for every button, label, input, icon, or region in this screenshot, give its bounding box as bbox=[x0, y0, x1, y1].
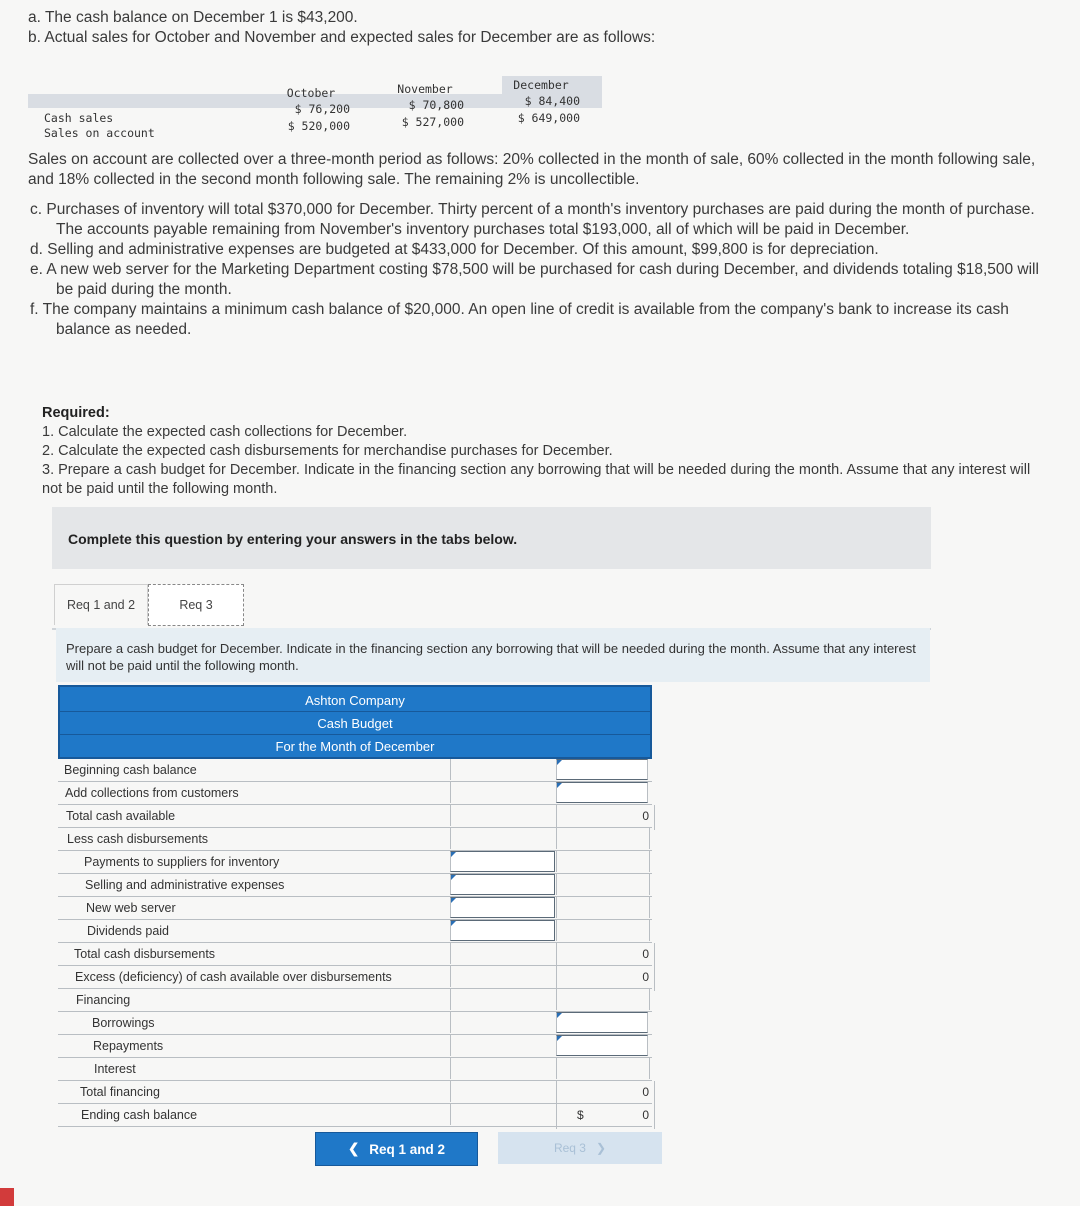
header-december: December bbox=[513, 78, 569, 92]
table-row: Interest bbox=[58, 1058, 652, 1081]
problem-intro bbox=[28, 8, 1058, 48]
cash-sales-october: $ 76,200 bbox=[294, 102, 350, 116]
total-disbursements-value: 0 bbox=[556, 943, 655, 968]
repayments-input[interactable] bbox=[556, 1035, 648, 1056]
chevron-left-icon: ❮ bbox=[347, 1141, 360, 1156]
required-item-2: 2. Calculate the expected cash disbursements for merchandise purchases for December. bbox=[42, 443, 613, 459]
table-row: Beginning cash balance bbox=[58, 759, 652, 782]
header-november: November bbox=[397, 82, 453, 96]
required-section bbox=[42, 404, 1042, 499]
table-row: Ending cash balance $ 0 bbox=[58, 1104, 652, 1127]
table-row: Total financing 0 bbox=[58, 1081, 652, 1104]
table-row: Selling and administrative expenses bbox=[58, 874, 652, 897]
row-sales-on-account: Sales on account bbox=[44, 126, 155, 140]
prev-req-button[interactable]: ❮ Req 1 and 2 bbox=[315, 1132, 478, 1166]
beginning-cash-input[interactable] bbox=[556, 759, 648, 780]
table-row: Total cash disbursements 0 bbox=[58, 943, 652, 966]
table-row: Total cash available 0 bbox=[58, 805, 652, 828]
table-row: Payments to suppliers for inventory bbox=[58, 851, 652, 874]
required-title: Required: bbox=[42, 405, 110, 421]
table-row: Excess (deficiency) of cash available over disbursements 0 bbox=[58, 966, 652, 989]
row-cash-sales: Cash sales bbox=[44, 111, 114, 125]
table-row: Borrowings bbox=[58, 1012, 652, 1035]
budget-period: For the Month of December bbox=[275, 739, 435, 754]
web-server-input[interactable] bbox=[450, 897, 555, 918]
header-october: October bbox=[286, 86, 336, 100]
banner-text: Complete this question by entering your answers in the tabs below. bbox=[68, 531, 518, 547]
required-item-1: 1. Calculate the expected cash collections for December. bbox=[42, 424, 408, 440]
account-sales-december: $ 649,000 bbox=[517, 111, 580, 125]
selling-admin-input[interactable] bbox=[450, 874, 555, 895]
fact-d: d. Selling and administrative expenses are budgeted at $433,000 for December. Of this amount, $99,800 is for depreciation. bbox=[30, 241, 879, 258]
fact-c: c. Purchases of inventory will total $370,000 for December. Thirty percent of a month's inventory purchases are paid during the month of purchase. The accounts payable remaining from November's inventory purchases total $193,000, all of which will be paid in December. bbox=[30, 201, 1035, 238]
collections-input[interactable] bbox=[556, 782, 648, 803]
budget-title: Cash Budget bbox=[317, 716, 393, 731]
tab-instructions bbox=[56, 628, 930, 682]
fact-b: b. Actual sales for October and November and expected sales for December are as follows: bbox=[28, 29, 656, 46]
collections-text: Sales on account are collected over a three-month period as follows: 20% collected in the month of sale, 60% collected in the month following sale, and 18% collected in the second month following sale. The remaining 2% is uncollectible. bbox=[28, 151, 1036, 188]
corner-mark bbox=[0, 1188, 14, 1206]
required-item-3: 3. Prepare a cash budget for December. Indicate in the financing section any borrowing that will be needed during the month. Assume that any interest will not be paid until the following month. bbox=[42, 462, 1031, 497]
budget-header bbox=[58, 685, 652, 759]
cash-sales-november: $ 70,800 bbox=[408, 98, 464, 112]
fact-e: e. A new web server for the Marketing Department costing $78,500 will be purchased for cash during December, and dividends totaling $18,500 will be paid during the month. bbox=[30, 261, 1039, 298]
borrowings-input[interactable] bbox=[556, 1012, 648, 1033]
company-name: Ashton Company bbox=[305, 693, 405, 708]
chevron-right-icon: ❯ bbox=[595, 1141, 607, 1155]
tab-req-3[interactable]: Req 3 bbox=[148, 584, 244, 626]
table-row: Repayments bbox=[58, 1035, 652, 1058]
account-sales-november: $ 527,000 bbox=[401, 115, 464, 129]
currency-symbol: $ bbox=[577, 1108, 584, 1122]
instruction-text: Prepare a cash budget for December. Indicate in the financing section any borrowing that will be needed during the month. Assume that any interest will not be paid until the following month. bbox=[66, 641, 916, 673]
problem-details bbox=[28, 150, 1058, 340]
fact-f: f. The company maintains a minimum cash balance of $20,000. An open line of credit is available from the company's bank to increase its cash balance as needed. bbox=[30, 301, 1009, 338]
table-row: Financing bbox=[58, 989, 652, 1012]
total-cash-available-value: 0 bbox=[556, 805, 655, 830]
fact-a: a. The cash balance on December 1 is $43,200. bbox=[28, 9, 358, 26]
table-row: Add collections from customers bbox=[58, 782, 652, 805]
dividends-input[interactable] bbox=[450, 920, 555, 941]
next-req-button[interactable]: Req 3 ❯ bbox=[498, 1132, 662, 1164]
account-sales-october: $ 520,000 bbox=[287, 119, 350, 133]
table-row: Dividends paid bbox=[58, 920, 652, 943]
table-row: Less cash disbursements bbox=[58, 828, 652, 851]
cash-budget-table bbox=[58, 685, 652, 1127]
tab-bar bbox=[52, 580, 931, 630]
payments-suppliers-input[interactable] bbox=[450, 851, 555, 872]
ending-cash-value: $ 0 bbox=[556, 1104, 655, 1129]
total-financing-value: 0 bbox=[556, 1081, 655, 1106]
instructions-banner bbox=[52, 507, 931, 569]
cash-sales-december: $ 84,400 bbox=[524, 94, 580, 108]
tab-req-1-and-2[interactable]: Req 1 and 2 bbox=[54, 584, 148, 625]
excess-deficiency-value: 0 bbox=[556, 966, 655, 991]
sales-table bbox=[28, 76, 602, 144]
table-row: New web server bbox=[58, 897, 652, 920]
